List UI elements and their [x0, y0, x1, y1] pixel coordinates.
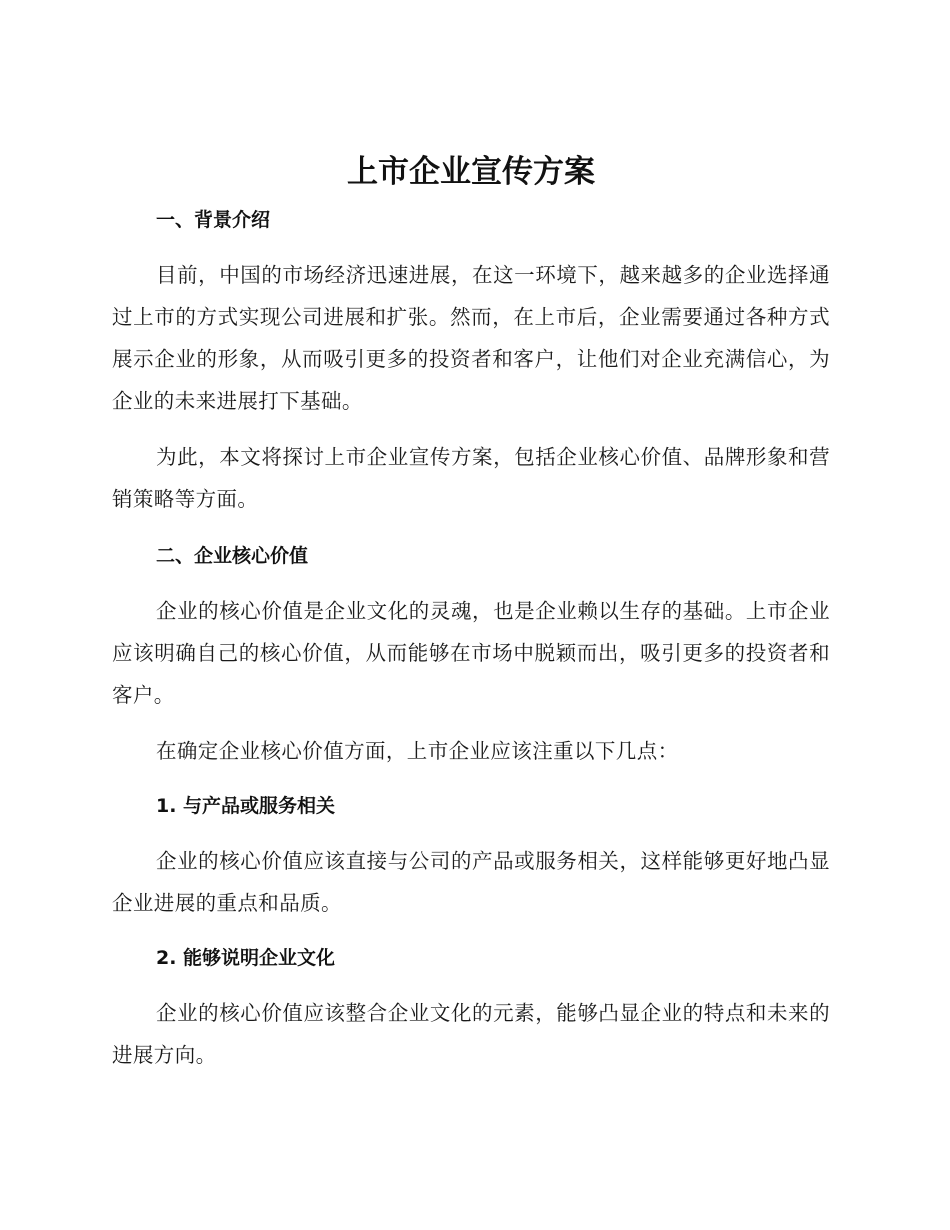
subheading-corporate-culture: 2. 能够说明企业文化 — [156, 947, 336, 969]
paragraph-core-value-1: 企业的核心价值是企业文化的灵魂，也是企业赖以生存的基础。上市企业应该明确自己的核心价值，从而能够在市场中脱颖而出，吸引更多的投资者和客户。 — [112, 599, 830, 707]
document-content — [112, 200, 830, 1076]
paragraph-core-value-2: 在确定企业核心价值方面，上市企业应该注重以下几点： — [156, 739, 679, 763]
paragraph-background-2: 为此，本文将探讨上市企业宣传方案，包括企业核心价值、品牌形象和营销策略等方面。 — [112, 445, 830, 511]
paragraph-corporate-culture: 企业的核心价值应该整合企业文化的元素，能够凸显企业的特点和未来的进展方向。 — [112, 1001, 830, 1067]
paragraph-background-1: 目前，中国的市场经济迅速进展，在这一环境下，越来越多的企业选择通过上市的方式实现公司进展和扩张。然而，在上市后，企业需要通过各种方式展示企业的形象，从而吸引更多的投资者和客户，让他们对企业充满信心，为企业的未来进展打下基础。 — [112, 263, 830, 413]
section-heading-core-value: 二、企业核心价值 — [156, 545, 309, 567]
paragraph-product-service: 企业的核心价值应该直接与公司的产品或服务相关，这样能够更好地凸显企业进展的重点和品质。 — [112, 849, 830, 915]
section-heading-background: 一、背景介绍 — [156, 209, 271, 231]
subheading-product-service: 1. 与产品或服务相关 — [156, 795, 336, 817]
document-title: 上市企业宣传方案 — [347, 154, 595, 190]
